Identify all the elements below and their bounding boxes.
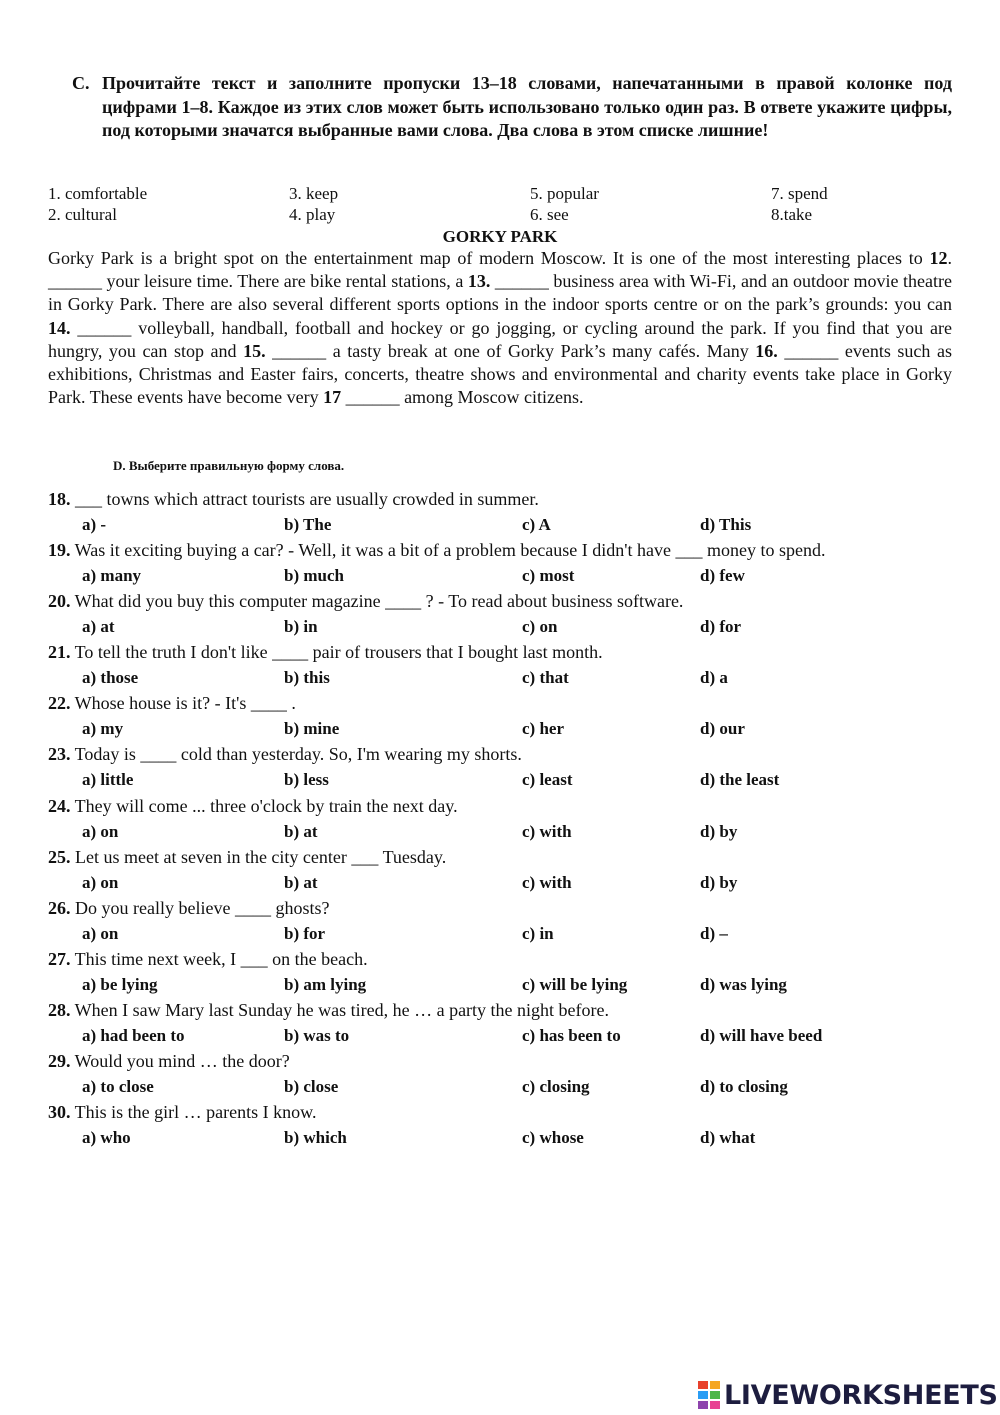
question-prompt: Whose house is it? - It's ____ . (70, 693, 296, 714)
question-prompt: Was it exciting buying a car? - Well, it was a bit of a problem because I didn't have ___ money to spend. (70, 540, 826, 561)
word-bank-item: 5. popular (530, 184, 599, 203)
word-bank-item: 6. see (530, 205, 569, 224)
story-segment: ______ among Moscow citizens. (341, 387, 584, 408)
question-number: 28. (48, 999, 71, 1020)
question-prompt: To tell the truth I don't like ____ pair of trousers that I bought last month. (70, 642, 603, 663)
answer-options (48, 716, 968, 741)
question-number: 26. (48, 897, 71, 918)
answer-options (48, 512, 968, 537)
story-title: GORKY PARK (442, 227, 558, 246)
question-item (48, 640, 968, 691)
answer-option[interactable]: c) closing (522, 1077, 590, 1097)
question-text (48, 947, 968, 972)
answer-option[interactable]: a) - (82, 515, 107, 534)
question-number: 29. (48, 1051, 71, 1072)
answer-option[interactable]: a) had been to (82, 1025, 185, 1045)
question-number: 18. (48, 489, 71, 509)
brand-name: LIVEWORKSHEETS (724, 1379, 998, 1411)
question-number: 21. (48, 642, 71, 663)
question-text (48, 589, 968, 614)
answer-option[interactable]: d) for (700, 617, 742, 637)
answer-option[interactable]: d) will have beed (700, 1025, 823, 1045)
question-item (48, 794, 968, 845)
answer-option[interactable]: d) by (700, 872, 738, 892)
answer-option[interactable]: d) a (700, 668, 728, 688)
question-number: 30. (48, 1102, 71, 1123)
question-prompt: Do you really believe ____ ghosts? (70, 897, 330, 918)
word-bank (48, 183, 952, 225)
answer-option[interactable]: c) her (522, 719, 565, 739)
answer-options (48, 1125, 968, 1150)
answer-option[interactable]: b) which (284, 1128, 347, 1148)
answer-option[interactable]: a) at (82, 617, 115, 637)
question-item (48, 998, 968, 1049)
answer-options (48, 921, 968, 946)
question-item (48, 896, 968, 947)
word-bank-item: 4. play (289, 205, 336, 224)
story-segment: . ______ your leisure time. There are bike rental stations, a (48, 248, 952, 292)
answer-option[interactable]: b) close (284, 1077, 339, 1097)
answer-options (48, 563, 968, 588)
answer-option[interactable]: a) on (82, 923, 119, 943)
question-text (48, 691, 968, 716)
question-item (48, 589, 968, 640)
question-text (48, 896, 968, 921)
task-c-letter: C. (72, 73, 90, 93)
answer-option[interactable]: b) less (284, 770, 329, 790)
answer-option[interactable]: a) little (82, 770, 134, 790)
answer-option[interactable]: c) will be lying (522, 974, 628, 994)
liveworksheets-logo (698, 1375, 998, 1415)
question-number: 24. (48, 795, 71, 816)
question-prompt: This time next week, I ___ on the beach. (70, 948, 368, 969)
question-prompt: This is the girl … parents I know. (70, 1102, 317, 1123)
word-bank-item: 2. cultural (48, 205, 117, 224)
answer-option[interactable]: d) to closing (700, 1077, 788, 1097)
answer-options (48, 614, 968, 639)
answer-option[interactable]: b) am lying (284, 974, 367, 994)
question-text (48, 1049, 968, 1074)
blank-number: 14. (48, 317, 71, 338)
task-d-instruction: D. Выберите правильную форму слова. (113, 458, 345, 473)
question-number: 20. (48, 591, 71, 612)
question-text (48, 742, 968, 767)
question-item (48, 538, 968, 589)
question-item (48, 1049, 968, 1100)
question-text (48, 794, 968, 819)
question-item (48, 845, 968, 896)
answer-option[interactable]: c) least (522, 770, 573, 790)
word-bank-item: 1. comfortable (48, 184, 148, 203)
question-prompt: Let us meet at seven in the city center ___ Tuesday. (70, 846, 447, 867)
answer-option[interactable]: d) was lying (700, 974, 787, 994)
question-item (48, 691, 968, 742)
question-text (48, 640, 968, 665)
question-text (48, 998, 968, 1023)
story-text (48, 247, 952, 409)
answer-options (48, 972, 968, 997)
answer-option[interactable]: a) on (82, 872, 119, 892)
answer-option[interactable]: c) A (522, 515, 551, 534)
story-segment: ______ volleyball, handball, football and hockey or go jogging, or cycling around the park. If you find that you are hungry, you can stop and (48, 317, 952, 361)
answer-option[interactable]: d) by (700, 821, 738, 841)
liveworksheets-logo-icon (698, 1381, 720, 1409)
question-number: 22. (48, 693, 71, 714)
answer-option[interactable]: a) many (82, 566, 142, 586)
answer-option[interactable]: a) on (82, 821, 119, 841)
question-item (48, 487, 968, 538)
answer-options (48, 870, 968, 895)
blank-number: 15. (243, 340, 266, 361)
answer-option[interactable]: d) the least (700, 770, 780, 790)
question-item (48, 947, 968, 998)
question-number: 25. (48, 846, 71, 867)
answer-option[interactable]: b) this (284, 668, 330, 688)
question-prompt: Would you mind … the door? (70, 1051, 290, 1072)
answer-option[interactable]: d) our (700, 719, 745, 739)
word-bank-item: 7. spend (771, 184, 828, 203)
story-segment: ______ business area with Wi-Fi, and an outdoor movie theatre in Gorky Park. There are also several different sports options in the indoor sports centre or on the park’s grounds: you can (48, 271, 952, 315)
blank-number: 17 (323, 387, 342, 408)
answer-option[interactable]: c) that (522, 668, 569, 688)
question-number: 27. (48, 948, 71, 969)
question-prompt: They will come ... three o'clock by train the next day. (70, 795, 458, 816)
answer-option[interactable]: a) to close (82, 1077, 154, 1097)
answer-option[interactable]: b) was to (284, 1025, 350, 1045)
blank-number: 16. (755, 340, 778, 361)
answer-options (48, 819, 968, 844)
question-prompt: When I saw Mary last Sunday he was tired, he … a party the night before. (70, 999, 610, 1020)
question-prompt: What did you buy this computer magazine ____ ? - To read about business software. (70, 591, 684, 612)
answer-option[interactable]: c) has been to (522, 1025, 621, 1045)
task-c-instruction: Прочитайте текст и заполните пропуски 13–18 словами, напечатанными в правой колонке под цифрами 1–8. Каждое из этих слов может быть использовано только один раз. В ответе укажите цифры, под которыми значатся выбранные вами слова. Два слова в этом списке лишние! (102, 73, 952, 140)
word-bank-item: 3. keep (289, 184, 339, 203)
answer-option[interactable]: b) The (284, 515, 332, 534)
blank-number: 12 (929, 248, 948, 268)
answer-option[interactable]: c) in (522, 923, 554, 943)
answer-option[interactable]: c) whose (522, 1128, 584, 1148)
question-item (48, 742, 968, 793)
question-number: 23. (48, 744, 71, 765)
answer-options (48, 1074, 968, 1099)
answer-option[interactable]: c) on (522, 617, 558, 637)
answer-options (48, 1023, 968, 1048)
answer-option[interactable]: c) with (522, 821, 572, 841)
answer-option[interactable]: a) those (82, 668, 139, 688)
answer-option[interactable]: c) most (522, 566, 575, 586)
question-text (48, 487, 968, 512)
question-list (48, 487, 968, 1151)
question-prompt: Today is ____ cold than yesterday. So, I'm wearing my shorts. (70, 744, 522, 765)
answer-option[interactable]: b) at (284, 821, 318, 841)
story-segment: Gorky Park is a bright spot on the entertainment map of modern Moscow. It is one of the most interesting places to (48, 248, 930, 268)
answer-option[interactable]: a) who (82, 1128, 131, 1148)
answer-option[interactable]: d) few (700, 566, 745, 586)
question-text (48, 538, 968, 563)
question-text (48, 845, 968, 870)
answer-option[interactable]: d) – (700, 923, 728, 943)
answer-option[interactable]: d) what (700, 1128, 756, 1148)
answer-option[interactable]: c) with (522, 872, 572, 892)
word-bank-item: 8.take (771, 205, 813, 224)
answer-options (48, 767, 968, 792)
story-segment: ______ events such as exhibitions, Christmas and Easter fairs, concerts, theatre shows and environmental and charity events take place in Gorky Park. These events have become very (48, 340, 952, 408)
answer-option[interactable]: b) in (284, 617, 318, 637)
question-prompt: ___ towns which attract tourists are usually crowded in summer. (70, 489, 539, 509)
question-item (48, 1100, 968, 1151)
story-segment: ______ a tasty break at one of Gorky Park’s many cafés. Many (265, 340, 756, 361)
question-text (48, 1100, 968, 1125)
task-c-section (48, 72, 952, 143)
answer-option[interactable]: a) my (82, 719, 124, 739)
answer-option[interactable]: b) at (284, 872, 318, 892)
answer-option[interactable]: b) mine (284, 719, 340, 739)
answer-option[interactable]: b) much (284, 566, 344, 586)
question-number: 19. (48, 540, 71, 561)
blank-number: 13. (467, 271, 491, 292)
answer-options (48, 665, 968, 690)
answer-option[interactable]: d) This (700, 515, 752, 534)
answer-option[interactable]: a) be lying (82, 974, 158, 994)
answer-option[interactable]: b) for (284, 923, 326, 943)
